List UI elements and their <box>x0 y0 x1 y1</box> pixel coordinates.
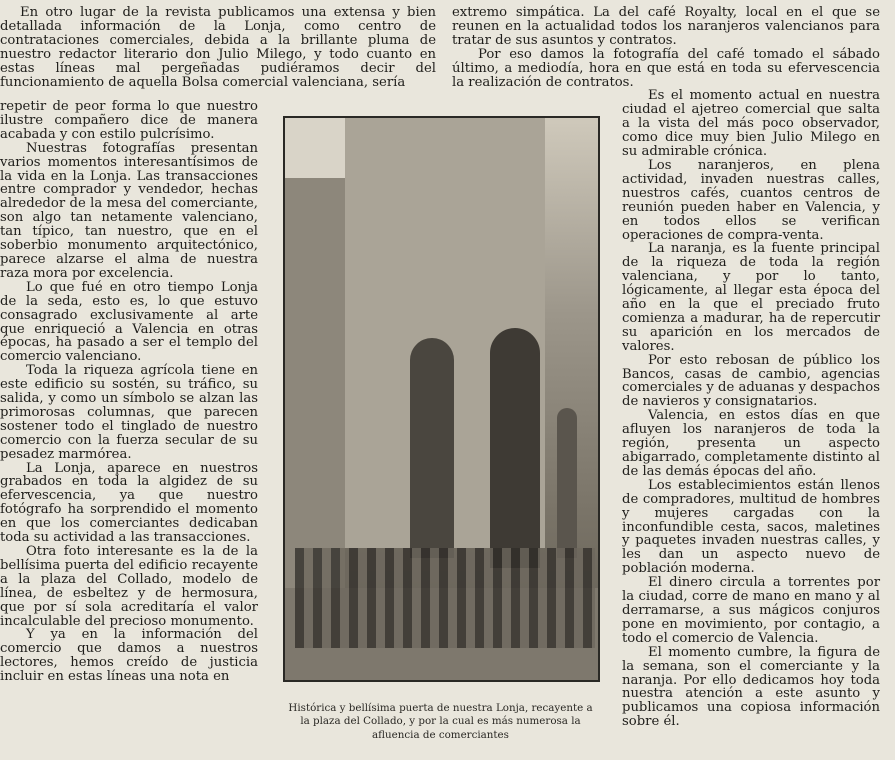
paragraph: La naranja, es la fuente principal de la riqueza de toda la región valenciana, y por lo tanto, lógicamente, al llegar esta época del año en la que el preciado fruto comienza a madurar, ha de repercutir su aparición en los mercados de valores. <box>622 241 880 354</box>
paragraph: repetir de peor forma lo que nuestro ilustre compañero dice de manera acabada y con estilo pulcrísimo. <box>0 99 258 142</box>
photo-side-window <box>557 408 577 558</box>
paragraph: Los naranjeros, en plena actividad, invaden nuestras calles, nuestros cafés, cuantos centros de reunión pueden haber en Valencia, y en todos ellos se verifican operaciones de compra-venta. <box>622 157 880 243</box>
photo-gothic-window <box>410 338 454 558</box>
paragraph: El dinero circula a torrentes por la ciudad, corre de mano en mano y al derramarse, a sus mágicos conjuros pone en movimiento, por contagio, a todo el comercio de Valencia. <box>622 575 880 646</box>
paragraph: Toda la riqueza agrícola tiene en este edificio su sostén, su tráfico, su salida, y como un símbolo se alzan las primorosas columnas, que parecen sostener todo el tinglado de nuestro comercio con la fuerza secular de su pesadez marmórea. <box>0 363 258 462</box>
paragraph: Nuestras fotografías presentan varios momentos interesantísimos de la vida en la Lonja. Las transacciones entre comprador y vendedor, hechas alrededor de la mesa del comerciante, son algo tan netamente valenciano, tan típico, tan nuestro, que en el soberbio monumento arquitectónico, parece alzarse el alma de nuestra raza mora por excelencia. <box>0 140 258 281</box>
paragraph: Por esto rebosan de público los Bancos, casas de cambio, agencias comerciales y de aduanas y despachos de navieros y consignatarios. <box>622 352 880 410</box>
paragraph: Es el momento actual en nuestra ciudad el ajetreo comercial que salta a la vista del más poco observador, como dice muy bien Julio Milego en su admirable crónica. <box>622 88 880 160</box>
paragraph: El momento cumbre, la figura de la semana, son el comerciante y la naranja. Por ello dedicamos hoy toda nuestra atención a este asunto y publicamos una copiosa información sobre él. <box>622 644 880 730</box>
paragraph: Lo que fué en otro tiempo Lonja de la seda, esto es, lo que estuvo consagrado exclusivamente al arte que enriqueció a Valencia en otras épocas, ha pasado a ser el templo del comercio valenciano. <box>0 279 258 365</box>
paragraph: Y ya en la información del comercio que damos a nuestros lectores, hemos creído de justicia incluir en estas líneas una nota en <box>0 627 258 685</box>
paragraph: extremo simpática. La del café Royalty, local en el que se reunen en la actualidad todos los naranjeros valencianos para tratar de sus asuntos y contratos. <box>452 5 880 48</box>
photo-crowd <box>295 548 595 648</box>
paragraph: Por eso damos la fotografía del café tomado el sábado último, a mediodía, hora en que está en toda su efervescencia la realización de contratos. <box>452 46 880 90</box>
right-body-column <box>622 89 880 729</box>
photo-caption: Histórica y bellísima puerta de nuestra Lonja, recayente a la plaza del Collado, y por la cual es más numerosa la afluencia de comerciantes <box>288 702 593 741</box>
photo-tower <box>285 178 345 598</box>
paragraph: Otra foto interesante es la de la bellísima puerta del edificio recayente a la plaza del Collado, modelo de línea, de esbeltez y de hermosura, que por sí sola acreditaría el valor incalculable del precioso monumento. <box>0 544 258 629</box>
left-intro-column <box>0 6 436 89</box>
left-body-column <box>0 100 258 684</box>
lonja-doorway-photo <box>283 116 600 682</box>
paragraph: Valencia, en estos días en que afluyen los naranjeros de toda la región, presenta un aspecto abigarrado, completamente distinto al de las demás épocas del año. <box>622 408 880 479</box>
paragraph: La Lonja, aparece en nuestros grabados en toda la algidez de su efervescencia, ya que nuestro fotógrafo ha sorprendido el momento en que los comerciantes dedicaban toda su actividad a las transacciones. <box>0 460 258 546</box>
photo-main-doorway <box>490 328 540 568</box>
paragraph: Los establecimientos están llenos de compradores, multitud de hombres y mujeres cargadas con la inconfundible cesta, sacos, maletines y paquetes invaden nuestras calles, y les dan un aspecto nuevo de población moderna. <box>622 477 880 577</box>
paragraph: En otro lugar de la revista publicamos una extensa y bien detallada información de la Lonja, como centro de contrataciones comerciales, debida a la brillante pluma de nuestro redactor literario don Julio Milego, y todo cuanto en estas líneas mal pergeñadas pudiéramos decir del funcionamiento de aquella Bolsa comercial valenciana, sería <box>0 5 436 90</box>
